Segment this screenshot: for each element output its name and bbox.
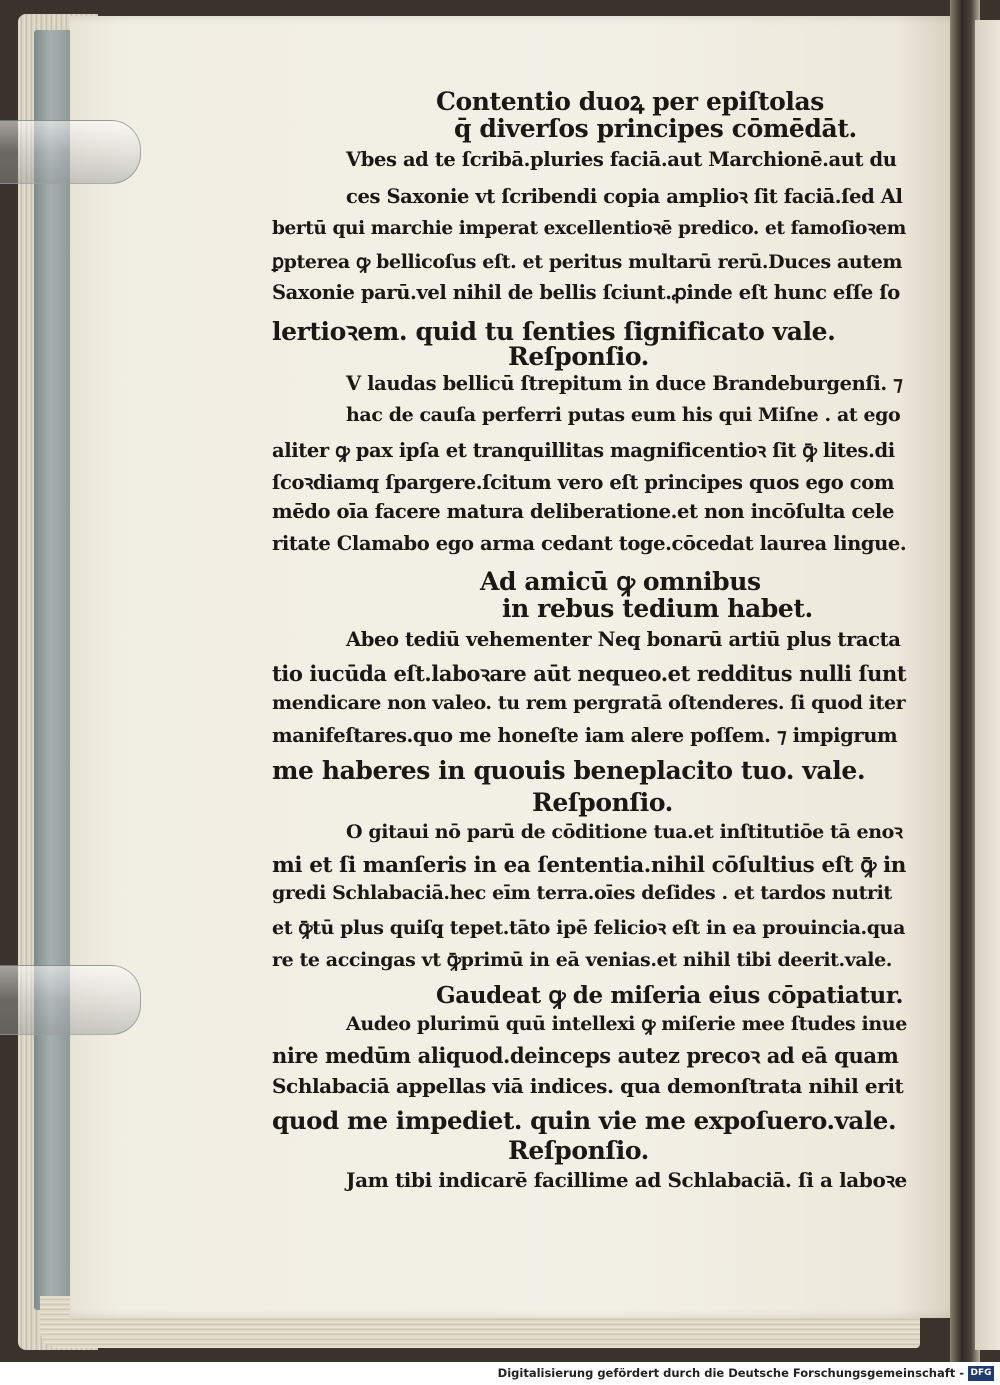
heading-responsio: Reſponſio. xyxy=(508,1136,649,1165)
dfg-logo: DFG xyxy=(968,1366,994,1381)
text-line: nire medūm aliquod.deinceps autez precoꝛ ad eā quam xyxy=(272,1043,899,1068)
text-line: Contentio duoꝝ per epiſtolas xyxy=(436,87,824,116)
text-line: q̄ diverſos principes cōmēdāt. xyxy=(454,114,857,143)
text-line: me haberes in quouis beneplacito tuo. vale. xyxy=(272,756,866,785)
text-line: ces Saxonie vt ſcribendi copia amplioꝛ ſit faciā.ſed Al xyxy=(346,185,903,208)
heading-responsio: Reſponſio. xyxy=(508,342,649,371)
text-line: et ꝙ̄tū plus quiſq̧ tepet.tāto ipē felicioꝛ eſt in ea prouincia.qua xyxy=(272,917,905,939)
heading-line: in rebus tedium habet. xyxy=(502,594,813,623)
text-line: lertioꝛem. quid tu ſenties ſignificato vale. xyxy=(272,317,836,346)
text-line: Schlabaciā appellas viā indices. qua demonſtrata nihil erit xyxy=(272,1074,904,1098)
text-line: ꝑpterea ꝙ bellicoſus eſt. et peritus multarū rerū.Duces autem xyxy=(272,251,903,273)
text-line: tio iucūda eſt.laboꝛare aūt nequeo.et redditus nulli ſunt xyxy=(272,661,907,686)
text-line: Audeo plurimū quū intellexi ꝙ miſerie mee ſtudes inue xyxy=(346,1013,907,1035)
digitization-footer xyxy=(0,1362,1000,1385)
text-line: Vbes ad te ſcribā.pluries faciā.aut Marchionē.aut du xyxy=(346,148,897,171)
text-line: quod me impediet. quin vie me expoſuero.vale. xyxy=(272,1106,897,1135)
text-line: ritate Clamabo ego arma cedant toge.cōcedat laurea lingue. xyxy=(272,532,907,555)
text-line: O gitaui nō parū de cōditione tua.et inſtitutiōe tā enoꝛ xyxy=(346,821,903,843)
text-line: aliter ꝙ pax ipſa et tranquillitas magnificentioꝛ ſit ꝙ̄ lites.di xyxy=(272,439,895,462)
text-line: ſcoꝛdiamq̧ ſpargere.ſcitum vero eſt principes quos ego com xyxy=(272,471,895,494)
text-line: Saxonie parū.vel nihil de bellis ſciunt.ꝓinde eſt hunc eſſe ſo xyxy=(272,281,900,304)
text-line: bertū qui marchie imperat excellentioꝛē predico. et famoſioꝛem xyxy=(272,218,906,239)
text-line: re te accingas vt ꝙ̄primū in eā venias.et nihil tibi deerit.vale. xyxy=(272,949,893,971)
text-line: hac de cauſa perferri putas eum his qui Miſne . at ego xyxy=(346,404,901,426)
text-line: mēdo oīa facere matura deliberatione.et non incōſulta cele xyxy=(272,500,894,523)
text-line: mendicare non valeo. tu rem pergratā oſtenderes. ſi quod iter xyxy=(272,692,906,714)
facing-page-edge xyxy=(975,20,1000,1350)
text-line: manifeſtares.quo me honeſte iam alere poſſem. ⁊ impigrum xyxy=(272,724,898,747)
text-line: Jam tibi indicarē facillime ad Schlabaciā. ſi a laboꝛe xyxy=(346,1168,907,1192)
heading-line: Gaudeat ꝙ de miſeria eius cōpatiatur. xyxy=(436,982,904,1009)
footer-credit: Digitalisierung gefördert durch die Deutsche Forschungsgemeinschaft - xyxy=(497,1366,964,1380)
heading-responsio: Reſponſio. xyxy=(532,788,673,817)
page-edge-shadow xyxy=(34,30,74,1310)
text-line: gredi Schlabaciā.hec eīm terra.oīes deſides . et tardos nutrit xyxy=(272,882,892,904)
text-line: V laudas bellicū ſtrepitum in duce Brandeburgenſi. ⁊ xyxy=(346,372,903,395)
plastic-clip-bottom xyxy=(0,965,141,1035)
plastic-clip-top xyxy=(0,120,141,184)
text-line: Abeo tediū vehementer Neq̧ bonarū artiū plus tracta xyxy=(346,628,901,651)
text-line: mi et ſi manſeris in ea ſententia.nihil cōſultius eſt ꝙ̄ in xyxy=(272,853,907,878)
heading-line: Ad amicū ꝙ omnibus xyxy=(480,567,761,596)
